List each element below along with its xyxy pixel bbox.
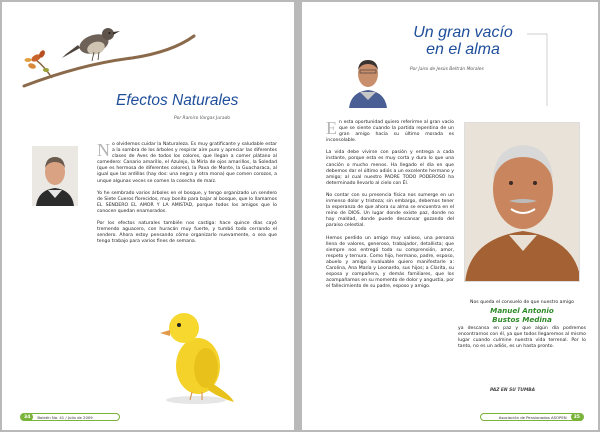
paragraph: No contar con su presencia física nos sumerge en un inmenso dolor y tristeza; sin embargo, debemos tener la esperanza de que ahora su alma se encuentra en el reino de DIOS. Un lugar donde existe paz, donde no hay maldad, donde puede descansar gozando del paraíso celestial. (326, 192, 454, 229)
left-page (2, 2, 294, 430)
page-number: 34 (21, 413, 33, 421)
article-title: Efectos Naturales (116, 92, 239, 109)
closing-line: PAZ EN SU TUMBA (490, 388, 536, 393)
footer-text: Boletín No. 41 / Julio de 2009 (37, 414, 93, 420)
caption-name-line-2: Bustos Medina (492, 314, 552, 324)
paragraph: Hemos perdido un amigo muy valioso, una persona llena de valores, generoso, trabajador, detallista; que siempre nos entregó toda su comprensión, amor, respeto y ternura. Como hijo, hermano, padre, esposo, abuelo y amigo invaluable quiero manifestarle a: Carolina, Ana María y Leonardo, sus hijos; a Clarita, su esposa y compañera, y demás familiares, que los acompañamos en su momento de dolor y angustia, por el fallecimiento de su padre, esposo y amigo. (326, 235, 454, 290)
paragraph: La vida debe vivirse con pasión y entrega a cada instante, porque esta es muy corta y dura lo que una canción o mucho menos. Ha llegado el día en que debemos dar el último adiós a un excelente hermano y amigo; al cual nuestro PADRE TODO PODEROSO ha determinado llevarlo al cielo con Él. (326, 150, 454, 186)
paragraph-text: o olvidemos cuidar la Naturaleza. Es muy gratificante y saludable estar a la sombra de los árboles y respirar aire puro y apreciar las diferentes clases de Aves de todos los colores, que llegan a comer plátano al comedero: Canario amarillo, el Azulejo, la Mirla de ojos amarillos, la Soledad (que es hermosa de diferentes colores), la Pava de Monte, la Guacharaca, al igual que las ardillas (hay dos: una negra y otra mona) que comen corozos, a unque algunas veces se comen la cosecha de maíz. (97, 142, 277, 184)
paragraph: Por los efectos naturales también nos castiga: hace quince días cayó tremendo aguacero, con huracán muy fuerte, y tumbó todo cerrando el sendero. Ahora estoy pensando cómo organizarlo nuevamente, o sea que tengo trabajo para varios fines de semana. (97, 221, 277, 245)
caption-rest: ya descansa en paz y que algún día podremos encontrarnos con él, ya que todos llegaremos al mismo lugar cuando culmine nuestra vida terrenal. Por lo tanto, no es un adiós, es un hasta pronto. (458, 326, 586, 350)
page-footer (480, 413, 584, 421)
bird-on-branch-illustration (22, 14, 197, 94)
memorial-portrait (464, 122, 580, 282)
title-line-1: Un gran vacío (413, 24, 513, 41)
author-photo (346, 50, 390, 108)
right-page (302, 2, 598, 430)
caption-name-line-1: Manuel Antonio (490, 306, 554, 315)
article-title (398, 24, 528, 58)
article-author: Por Jairo de Jesús Beltrán Morales (410, 67, 484, 72)
footer-text: Asociación de Pensionados ASOPEN (498, 414, 567, 420)
page-footer (20, 413, 120, 421)
page-number: 35 (571, 413, 583, 421)
paragraph (326, 120, 454, 144)
divider-line (527, 30, 549, 110)
drop-cap: E (326, 118, 337, 138)
paragraph-text: n esta oportunidad quiero referirme al gran vacío que se siente cuando la partida repentina de un gran amigo hacia su último morada es inconsolable. (326, 120, 454, 144)
paragraph (97, 142, 277, 185)
author-photo (32, 146, 78, 206)
caption-name (458, 307, 586, 324)
article-body (97, 142, 277, 251)
article-body (326, 120, 454, 296)
drop-cap: N (97, 140, 110, 160)
title-line-2: en el alma (426, 41, 500, 58)
article-author: Por Ramiro Vargas Jurado (174, 116, 231, 121)
caption-intro: Nos queda el consuelo de que nuestro amigo (470, 300, 574, 305)
canary-illustration (148, 302, 243, 406)
paragraph: Yo he sembrado varios árboles en el bosque, y tengo organizado un sendero de Siete Cueros florecidos, muy bonito para bajar al bosque, que lo llamamos EL SENDERO EL AMOR Y LA AMISTAD, porque todos los amigos que lo conocen quedan enamorados. (97, 190, 277, 214)
memorial-caption (458, 300, 586, 350)
